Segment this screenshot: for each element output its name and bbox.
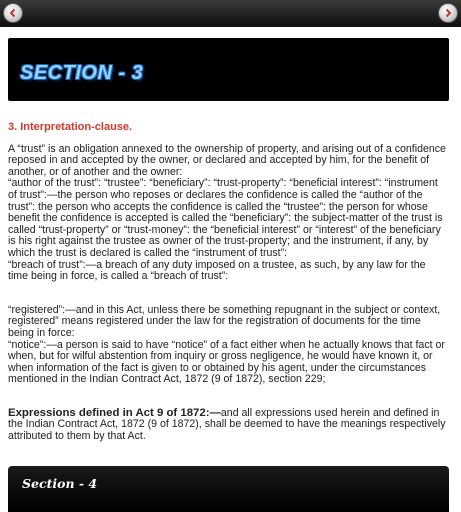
next-button[interactable] [438, 3, 458, 23]
chevron-right-icon [443, 8, 453, 18]
trust-definition: A “trust” is an obligation annexed to the ownership of property, and arising out of a confidence reposed in and accepted by the owner, or declared and accepted by him, for the benefit of another, or of another and the owner: [8, 142, 446, 178]
previous-button[interactable] [3, 3, 23, 23]
breach-definition: “breach of trust”:—a breach of any duty imposed on a trustee, as such, by any law for the time being in force, is called a “breach of trust”: [8, 258, 426, 283]
registered-definition: “registered”:—and in this Act, unless there be something repugnant in the subject or context, registered” means registered under the law for the registration of documents for the time being in force: [8, 303, 441, 339]
notice-definition: “notice”:—a person is said to have “notice” of a fact either when he actually knows that fact or when, but for wilful abstention from inquiry or gross negligence, he would have known it, or when information of the fact is given to or obtained by his agent, under the circumstances mentioned in the Indian Contract Act, 1872 (9 of 1872), section 229; [8, 338, 445, 386]
section-title: SECTION - 3 [20, 62, 144, 84]
next-section-title: Section - 4 [22, 476, 98, 491]
expressions-paragraph [8, 408, 448, 443]
section-banner [8, 38, 449, 101]
top-toolbar [0, 0, 461, 27]
section-content [8, 122, 448, 443]
chevron-left-icon [8, 8, 18, 18]
author-definition: “author of the trust”: “trustee”: “beneficiary”: “trust-property”: “beneficial interest”: “instrument of trust”:—the person who reposes or declares the confidence is called the “author of the trust”: the person who accepts the confidence is called the “trustee”: the person for whose benefit the confidence is accepted is called the “beneficiary”: the subject-matter of the trust is called “trust-property” or “trust-money”: the “beneficial interest” or “interest” of the beneficiary is his right against the trustee as owner of the trust-property; and the instrument, if any, by which the trust is declared is called the “instrument of trust”: [8, 177, 443, 259]
next-section-banner[interactable] [8, 466, 449, 512]
expressions-lead: Expressions defined in Act 9 of 1872:— [8, 406, 221, 419]
expressions-text: and all expressions used herein and defined in the Indian Contract Act, 1872 (9 of 1872), shall be deemed to have the meanings respectively attributed to them by that Act. [8, 406, 446, 443]
clause-heading: 3. Interpretation-clause. [8, 121, 133, 133]
